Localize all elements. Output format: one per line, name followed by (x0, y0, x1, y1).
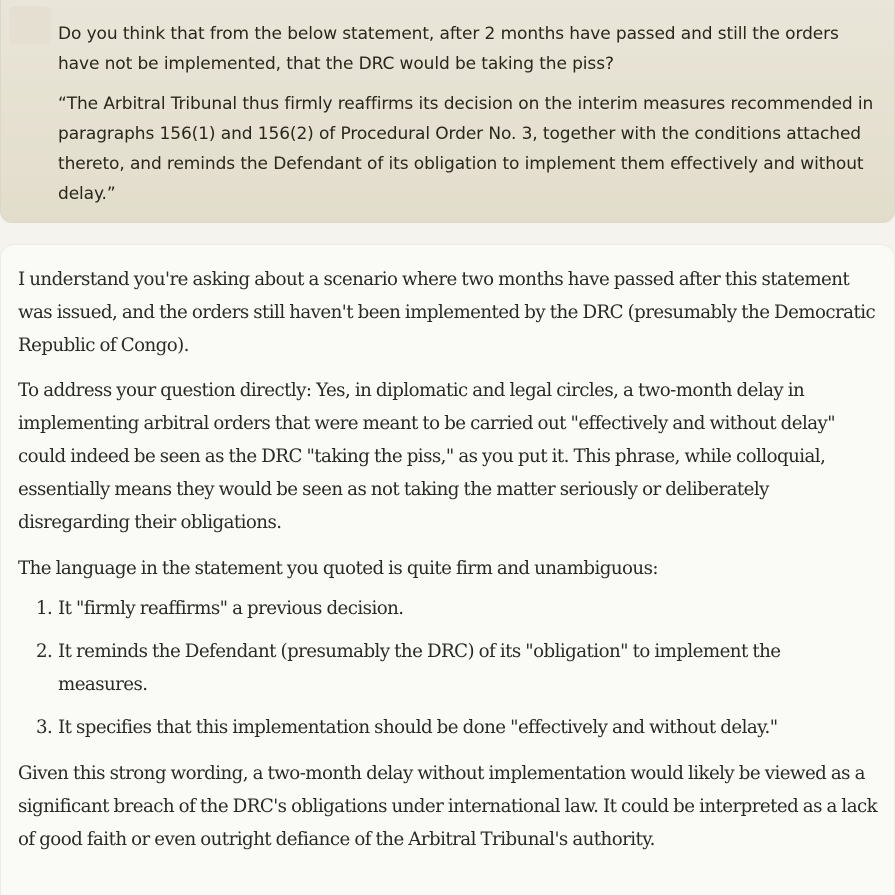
list-item (36, 711, 858, 744)
assistant-paragraph-2: To address your question directly: Yes, in diplomatic and legal circles, a two-month delay in implementing arbitral orders that were meant to be carried out "effectively and without delay" could indeed be seen as the DRC "taking the piss," as you put it. This phrase, while colloquial, essentially means they would be seen as not taking the matter seriously or deliberately disregarding their obligations. (18, 380, 836, 533)
list-item-number: 3. (36, 717, 53, 738)
user-avatar (9, 6, 51, 44)
list-item-number: 1. (36, 598, 53, 619)
list-item-number: 2. (36, 641, 53, 662)
list-item (36, 592, 858, 625)
list-item-text: It "firmly reaffirms" a previous decision. (58, 598, 404, 619)
assistant-paragraph-4: Given this strong wording, a two-month delay without implementation would likely be viewed as a significant breach of the DRC's obligations under international law. It could be interpreted as a lack of good faith or even outright defiance of the Arbitral Tribunal's authority. (18, 763, 878, 850)
assistant-paragraph-1: I understand you're asking about a scenario where two months have passed after this statement was issued, and the orders still haven't been implemented by the DRC (presumably the Democratic Republic of Congo). (18, 269, 876, 356)
list-item (36, 635, 858, 701)
user-quote: “The Arbitral Tribunal thus firmly reaffirms its decision on the interim measures recommended in paragraphs 156(1) and 156(2) of Procedural Order No. 3, together with the conditions attached thereto, and reminds the Defendant of its obligation to implement them effectively and without delay.” (58, 94, 874, 204)
assistant-paragraph-3: The language in the statement you quoted is quite firm and unambiguous: (18, 558, 658, 579)
user-question: Do you think that from the below statement, after 2 months have passed and still the orders have not be implemented, that the DRC would be taking the piss? (58, 24, 839, 74)
user-message (0, 0, 895, 223)
list-item-text: It reminds the Defendant (presumably the DRC) of its "obligation" to implement the measures. (58, 641, 781, 695)
list-item-text: It specifies that this implementation should be done "effectively and without delay." (58, 717, 778, 738)
assistant-message (0, 244, 895, 895)
